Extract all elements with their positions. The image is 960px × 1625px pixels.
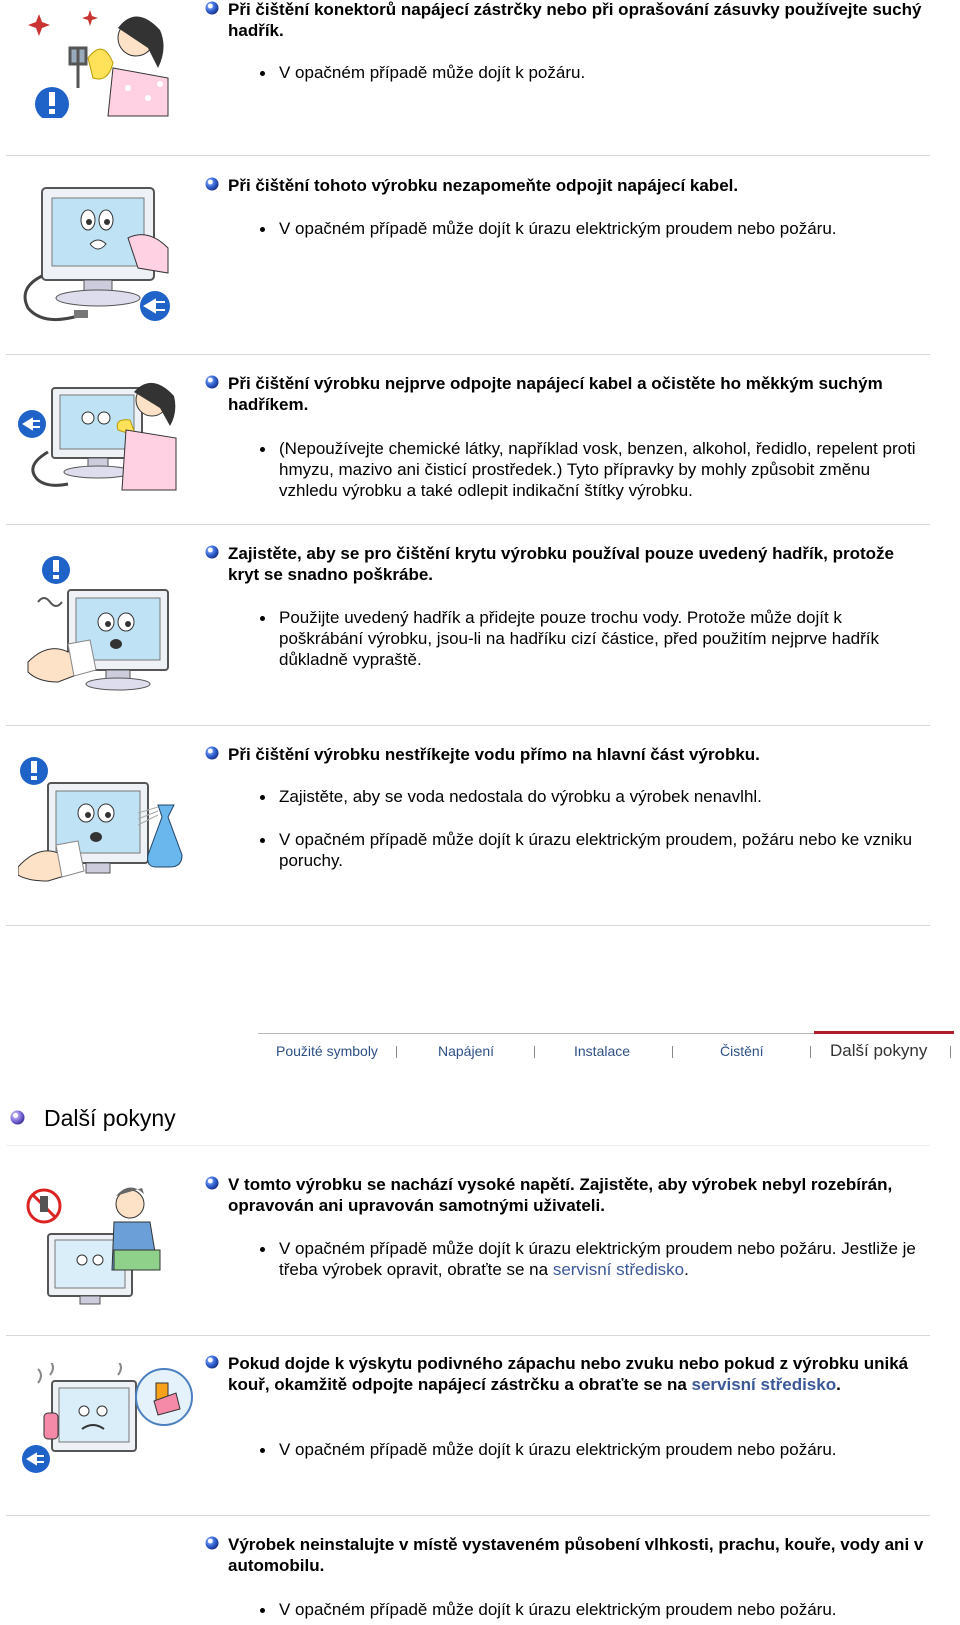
item-heading: V tomto výrobku se nachází vysoké napětí. Zajistěte, aby výrobek nebyl rozebírán, opravován ani upravován samotnými uživateli. xyxy=(228,1174,928,1216)
blue-ball-icon xyxy=(205,177,219,191)
list-item: V opačném případě může dojít k úrazu elektrickým proudem nebo požáru. xyxy=(262,1599,922,1620)
blue-ball-icon xyxy=(205,746,219,760)
list-item: V opačném případě může dojít k úrazu elektrickým proudem nebo požáru. xyxy=(262,1439,922,1460)
woman-cleaning-plug-illustration xyxy=(18,8,178,118)
list-item: (Nepoužívejte chemické látky, například vosk, benzen, alkohol, ředidlo, repelent proti hmyzu, mazivo ani čisticí prostředek.) Tyto přípravky by mohly způsobit změnu vzhledu výrobku a také odlepit indikační štítky výrobku. xyxy=(262,438,922,501)
divider xyxy=(6,155,930,156)
list-item: V opačném případě může dojít k úrazu elektrickým proudem, požáru nebo ke vzniku poruchy. xyxy=(262,829,922,871)
bullet-list xyxy=(262,1439,922,1460)
section-tab-bar xyxy=(258,1033,954,1069)
tab-separator xyxy=(672,1046,673,1058)
divider xyxy=(6,1335,930,1336)
list-item: V opačném případě může dojít k požáru. xyxy=(262,62,922,83)
high-voltage-repair-illustration xyxy=(18,1180,168,1310)
blue-ball-icon xyxy=(205,375,219,389)
item-heading: Pokud dojde k výskytu podivného zápachu nebo zvuku nebo pokud z výrobku uniká kouř, okamžitě odpojte napájecí zástrčku a obraťte se na servisní středisko. xyxy=(228,1353,928,1395)
bullet-list xyxy=(262,218,922,239)
blue-ball-icon xyxy=(205,1176,219,1190)
list-item: Použijte uvedený hadřík a přidejte pouze trochu vody. Protože může dojít k poškrábání výrobku, jsou-li na hadříku cizí částice, před použitím nejprve hadřík důkladně vypraště. xyxy=(262,607,922,670)
item-heading: Při čištění výrobku nestříkejte vodu přímo na hlavní část výrobku. xyxy=(228,744,928,765)
bullet-list xyxy=(262,62,922,83)
tab-other-instructions[interactable]: Další pokyny xyxy=(830,1041,928,1060)
divider xyxy=(6,354,930,355)
bullet-list xyxy=(262,607,922,670)
tab-installation[interactable]: Instalace xyxy=(574,1043,631,1059)
tab-separator xyxy=(396,1046,397,1058)
item-heading: Při čištění tohoto výrobku nezapomeňte odpojit napájecí kabel. xyxy=(228,175,928,196)
item-heading: Při čištění konektorů napájecí zástrčky nebo při oprašování zásuvky používejte suchý hadřík. xyxy=(228,0,928,41)
blue-ball-icon xyxy=(205,1,219,15)
hand-wiping-monitor-illustration xyxy=(18,552,178,692)
tab-separator xyxy=(810,1046,811,1058)
active-tab-indicator xyxy=(814,1031,954,1034)
list-item: Zajistěte, aby se voda nedostala do výrobku a výrobek nenavlhl. xyxy=(262,786,922,807)
item-heading: Zajistěte, aby se pro čištění krytu výrobku používal pouze uvedený hadřík, protože kryt se snadno poškrábe. xyxy=(228,543,928,585)
item-heading: Výrobek neinstalujte v místě vystaveném působení vlhkosti, prachu, kouře, vody ani v automobilu. xyxy=(228,1534,928,1576)
bullet-list xyxy=(262,438,922,501)
tab-power[interactable]: Napájení xyxy=(438,1043,495,1059)
blue-ball-icon xyxy=(205,545,219,559)
smoke-unplug-illustration xyxy=(18,1363,193,1483)
tab-cleaning[interactable]: Čistění xyxy=(720,1043,764,1059)
list-item: V opačném případě může dojít k úrazu elektrickým proudem nebo požáru. xyxy=(262,218,922,239)
divider xyxy=(6,1515,930,1516)
blue-ball-icon xyxy=(205,1536,219,1550)
divider xyxy=(6,725,930,726)
section-title: Další pokyny xyxy=(44,1105,176,1131)
item-heading: Při čištění výrobku nejprve odpojte napájecí kabel a očistěte ho měkkým suchým hadříkem. xyxy=(228,373,928,415)
spray-on-monitor-illustration xyxy=(18,755,188,885)
tab-used-symbols[interactable]: Použité symboly xyxy=(276,1043,378,1059)
purple-ball-icon xyxy=(10,1110,25,1125)
bullet-list xyxy=(262,1599,922,1620)
bullet-list xyxy=(262,1238,922,1280)
tab-separator xyxy=(534,1046,535,1058)
list-item: V opačném případě může dojít k úrazu elektrickým proudem nebo požáru. Jestliže je třeba výrobek opravit, obraťte se na servisní středisko. xyxy=(262,1238,922,1280)
monitor-unplugged-illustration xyxy=(18,178,178,328)
bullet-list xyxy=(262,786,922,871)
service-center-link[interactable]: servisní středisko xyxy=(552,1260,685,1279)
divider xyxy=(6,1145,930,1146)
tab-separator xyxy=(950,1046,951,1058)
divider xyxy=(6,925,930,926)
divider xyxy=(6,524,930,525)
service-center-link[interactable]: servisní středisko xyxy=(691,1375,837,1394)
woman-wiping-monitor-illustration xyxy=(18,380,178,495)
blue-ball-icon xyxy=(205,1355,219,1369)
